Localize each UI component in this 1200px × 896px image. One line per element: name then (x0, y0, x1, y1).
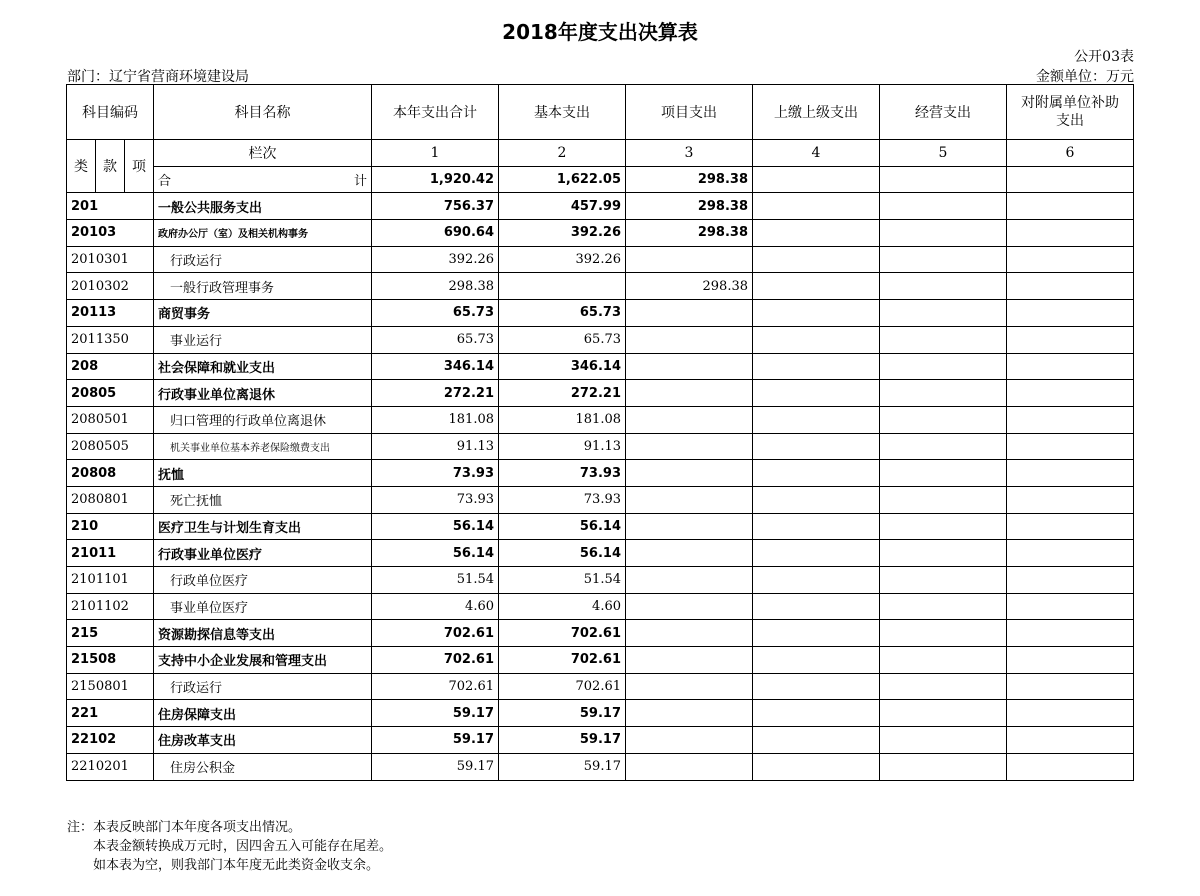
table-row (67, 460, 1134, 487)
row-name: 商贸事务 (154, 300, 372, 327)
row-total: 73.93 (372, 486, 499, 513)
row-name: 支持中小企业发展和管理支出 (154, 647, 372, 674)
row-operating (880, 486, 1007, 513)
total-label-he: 合 (158, 174, 172, 190)
row-upper (753, 353, 880, 380)
row-name: 住房保障支出 (154, 700, 372, 727)
row-subsidy (1007, 353, 1134, 380)
row-operating (880, 647, 1007, 674)
header-operating: 经营支出 (880, 85, 1007, 140)
header-upper: 上缴上级支出 (753, 85, 880, 140)
table-row (67, 700, 1134, 727)
row-total: 4.60 (372, 593, 499, 620)
total-basic: 1,622.05 (499, 166, 626, 193)
table-row (67, 380, 1134, 407)
row-subsidy (1007, 620, 1134, 647)
row-code: 21508 (67, 647, 154, 674)
row-total: 59.17 (372, 700, 499, 727)
row-project (626, 700, 753, 727)
row-operating (880, 460, 1007, 487)
row-project (626, 567, 753, 594)
row-basic (499, 273, 626, 300)
total-sum: 1,920.42 (372, 166, 499, 193)
row-code: 208 (67, 353, 154, 380)
row-total: 702.61 (372, 673, 499, 700)
row-subsidy (1007, 647, 1134, 674)
row-code: 210 (67, 513, 154, 540)
row-operating (880, 380, 1007, 407)
row-upper (753, 673, 880, 700)
row-subsidy (1007, 433, 1134, 460)
row-operating (880, 220, 1007, 247)
row-code: 201 (67, 193, 154, 220)
row-project (626, 647, 753, 674)
row-total: 298.38 (372, 273, 499, 300)
row-name: 死亡抚恤 (154, 486, 372, 513)
table-row (67, 486, 1134, 513)
row-name: 行政事业单位离退休 (154, 380, 372, 407)
header-name: 科目名称 (154, 85, 372, 140)
row-basic: 272.21 (499, 380, 626, 407)
row-operating (880, 700, 1007, 727)
row-upper (753, 540, 880, 567)
expenditure-table (66, 84, 1134, 781)
table-row (67, 353, 1134, 380)
row-code: 2080501 (67, 406, 154, 433)
row-basic: 56.14 (499, 513, 626, 540)
row-name: 机关事业单位基本养老保险缴费支出 (154, 433, 372, 460)
row-code: 20113 (67, 300, 154, 327)
row-upper (753, 193, 880, 220)
col-number-2: 2 (499, 140, 626, 167)
note-line: 本表金额转换成万元时，因四舍五入可能存在尾差。 (93, 839, 393, 854)
header-total: 本年支出合计 (372, 85, 499, 140)
table-row (67, 647, 1134, 674)
row-subsidy (1007, 193, 1134, 220)
row-project (626, 486, 753, 513)
row-total: 690.64 (372, 220, 499, 247)
row-subsidy (1007, 593, 1134, 620)
row-basic: 59.17 (499, 727, 626, 754)
header-lanci: 栏次 (154, 140, 372, 167)
row-operating (880, 433, 1007, 460)
row-basic: 702.61 (499, 647, 626, 674)
row-code: 2210201 (67, 753, 154, 780)
row-project: 298.38 (626, 220, 753, 247)
row-total: 392.26 (372, 246, 499, 273)
row-basic: 702.61 (499, 620, 626, 647)
row-code: 20805 (67, 380, 154, 407)
row-upper (753, 326, 880, 353)
col-number-5: 5 (880, 140, 1007, 167)
row-name: 社会保障和就业支出 (154, 353, 372, 380)
table-row (67, 673, 1134, 700)
row-upper (753, 567, 880, 594)
row-name: 资源勘探信息等支出 (154, 620, 372, 647)
row-basic: 59.17 (499, 753, 626, 780)
row-operating (880, 513, 1007, 540)
row-total: 756.37 (372, 193, 499, 220)
row-basic: 4.60 (499, 593, 626, 620)
row-name: 行政运行 (154, 246, 372, 273)
row-subsidy (1007, 406, 1134, 433)
note-line: 注：本表反映部门本年度各项支出情况。 (67, 820, 302, 835)
row-subsidy (1007, 727, 1134, 754)
page-title: 2018年度支出决算表 (502, 20, 698, 44)
row-subsidy (1007, 220, 1134, 247)
row-operating (880, 326, 1007, 353)
row-project (626, 593, 753, 620)
row-operating (880, 593, 1007, 620)
row-name: 住房公积金 (154, 753, 372, 780)
header-code: 科目编码 (67, 85, 154, 140)
row-basic: 51.54 (499, 567, 626, 594)
header-lei: 类 (67, 140, 96, 193)
row-total: 91.13 (372, 433, 499, 460)
row-project (626, 753, 753, 780)
row-upper (753, 273, 880, 300)
col-number-6: 6 (1007, 140, 1134, 167)
row-project (626, 246, 753, 273)
row-total: 702.61 (372, 620, 499, 647)
row-upper (753, 380, 880, 407)
row-name: 行政单位医疗 (154, 567, 372, 594)
row-code: 20808 (67, 460, 154, 487)
table-row (67, 567, 1134, 594)
row-subsidy (1007, 246, 1134, 273)
row-code: 221 (67, 700, 154, 727)
row-total: 702.61 (372, 647, 499, 674)
row-upper (753, 220, 880, 247)
table-row (67, 620, 1134, 647)
row-project (626, 326, 753, 353)
total-label-ji: 计 (353, 174, 367, 190)
row-upper (753, 647, 880, 674)
header-project: 项目支出 (626, 85, 753, 140)
row-name: 住房改革支出 (154, 727, 372, 754)
row-upper (753, 460, 880, 487)
row-code: 2010302 (67, 273, 154, 300)
col-number-1: 1 (372, 140, 499, 167)
table-row (67, 193, 1134, 220)
row-subsidy (1007, 540, 1134, 567)
row-operating (880, 753, 1007, 780)
row-project (626, 540, 753, 567)
row-name: 事业单位医疗 (154, 593, 372, 620)
total-upper (753, 166, 880, 193)
row-upper (753, 620, 880, 647)
row-project (626, 673, 753, 700)
header-xiang: 项 (125, 140, 154, 193)
table-row (67, 246, 1134, 273)
row-basic: 59.17 (499, 700, 626, 727)
row-operating (880, 246, 1007, 273)
row-code: 22102 (67, 727, 154, 754)
row-basic: 392.26 (499, 220, 626, 247)
row-upper (753, 513, 880, 540)
header-subsidy: 对附属单位补助支出 (1007, 85, 1134, 140)
row-subsidy (1007, 673, 1134, 700)
table-row (67, 220, 1134, 247)
row-subsidy (1007, 326, 1134, 353)
table-row (67, 513, 1134, 540)
table-row (67, 300, 1134, 327)
row-upper (753, 406, 880, 433)
row-code: 2101102 (67, 593, 154, 620)
row-upper (753, 727, 880, 754)
row-operating (880, 406, 1007, 433)
row-subsidy (1007, 700, 1134, 727)
row-operating (880, 727, 1007, 754)
row-project (626, 513, 753, 540)
department-label: 部门：辽宁省营商环境建设局 (67, 69, 249, 85)
row-upper (753, 593, 880, 620)
header-basic: 基本支出 (499, 85, 626, 140)
row-subsidy (1007, 513, 1134, 540)
row-upper (753, 700, 880, 727)
row-operating (880, 540, 1007, 567)
row-name: 政府办公厅（室）及相关机构事务 (154, 220, 372, 247)
row-basic: 457.99 (499, 193, 626, 220)
row-upper (753, 433, 880, 460)
row-operating (880, 673, 1007, 700)
row-name: 归口管理的行政单位离退休 (154, 406, 372, 433)
total-label (154, 166, 372, 193)
row-code: 215 (67, 620, 154, 647)
row-project: 298.38 (626, 273, 753, 300)
row-operating (880, 193, 1007, 220)
row-operating (880, 567, 1007, 594)
row-upper (753, 246, 880, 273)
row-name: 事业运行 (154, 326, 372, 353)
row-project (626, 460, 753, 487)
row-name: 行政事业单位医疗 (154, 540, 372, 567)
row-total: 59.17 (372, 753, 499, 780)
row-name: 抚恤 (154, 460, 372, 487)
amount-unit: 金额单位：万元 (1036, 69, 1134, 85)
row-code: 2011350 (67, 326, 154, 353)
row-code: 21011 (67, 540, 154, 567)
row-total: 56.14 (372, 513, 499, 540)
row-basic: 65.73 (499, 326, 626, 353)
row-code: 20103 (67, 220, 154, 247)
row-basic: 91.13 (499, 433, 626, 460)
total-operating (880, 166, 1007, 193)
row-code: 2080505 (67, 433, 154, 460)
row-total: 59.17 (372, 727, 499, 754)
row-upper (753, 753, 880, 780)
total-project: 298.38 (626, 166, 753, 193)
table-row (67, 433, 1134, 460)
col-number-3: 3 (626, 140, 753, 167)
row-subsidy (1007, 460, 1134, 487)
row-basic: 56.14 (499, 540, 626, 567)
row-subsidy (1007, 300, 1134, 327)
row-project (626, 406, 753, 433)
table-row (67, 727, 1134, 754)
row-basic: 65.73 (499, 300, 626, 327)
row-project (626, 433, 753, 460)
row-code: 2101101 (67, 567, 154, 594)
row-basic: 346.14 (499, 353, 626, 380)
row-project (626, 620, 753, 647)
row-subsidy (1007, 567, 1134, 594)
row-name: 一般公共服务支出 (154, 193, 372, 220)
row-total: 181.08 (372, 406, 499, 433)
row-name: 一般行政管理事务 (154, 273, 372, 300)
footnotes (67, 818, 392, 875)
table-row (67, 593, 1134, 620)
row-code: 2080801 (67, 486, 154, 513)
row-total: 65.73 (372, 326, 499, 353)
row-project (626, 300, 753, 327)
table-row (67, 753, 1134, 780)
row-basic: 181.08 (499, 406, 626, 433)
row-subsidy (1007, 486, 1134, 513)
row-total: 73.93 (372, 460, 499, 487)
row-basic: 392.26 (499, 246, 626, 273)
row-operating (880, 353, 1007, 380)
row-total: 272.21 (372, 380, 499, 407)
form-number: 公开03表 (1074, 49, 1134, 65)
row-operating (880, 620, 1007, 647)
row-code: 2010301 (67, 246, 154, 273)
row-operating (880, 300, 1007, 327)
row-project (626, 353, 753, 380)
table-row (67, 326, 1134, 353)
table-row (67, 406, 1134, 433)
row-basic: 73.93 (499, 486, 626, 513)
note-line: 如本表为空，则我部门本年度无此类资金收支余。 (93, 858, 380, 873)
row-subsidy (1007, 753, 1134, 780)
row-operating (880, 273, 1007, 300)
table-row (67, 273, 1134, 300)
row-project (626, 727, 753, 754)
col-number-4: 4 (753, 140, 880, 167)
table-row (67, 540, 1134, 567)
header-kuan: 款 (96, 140, 125, 193)
row-name: 医疗卫生与计划生育支出 (154, 513, 372, 540)
row-name: 行政运行 (154, 673, 372, 700)
row-subsidy (1007, 273, 1134, 300)
row-project (626, 380, 753, 407)
row-code: 2150801 (67, 673, 154, 700)
row-subsidy (1007, 380, 1134, 407)
row-project: 298.38 (626, 193, 753, 220)
row-upper (753, 486, 880, 513)
row-basic: 702.61 (499, 673, 626, 700)
row-total: 346.14 (372, 353, 499, 380)
row-upper (753, 300, 880, 327)
row-total: 51.54 (372, 567, 499, 594)
row-basic: 73.93 (499, 460, 626, 487)
row-total: 56.14 (372, 540, 499, 567)
total-subsidy (1007, 166, 1134, 193)
row-total: 65.73 (372, 300, 499, 327)
